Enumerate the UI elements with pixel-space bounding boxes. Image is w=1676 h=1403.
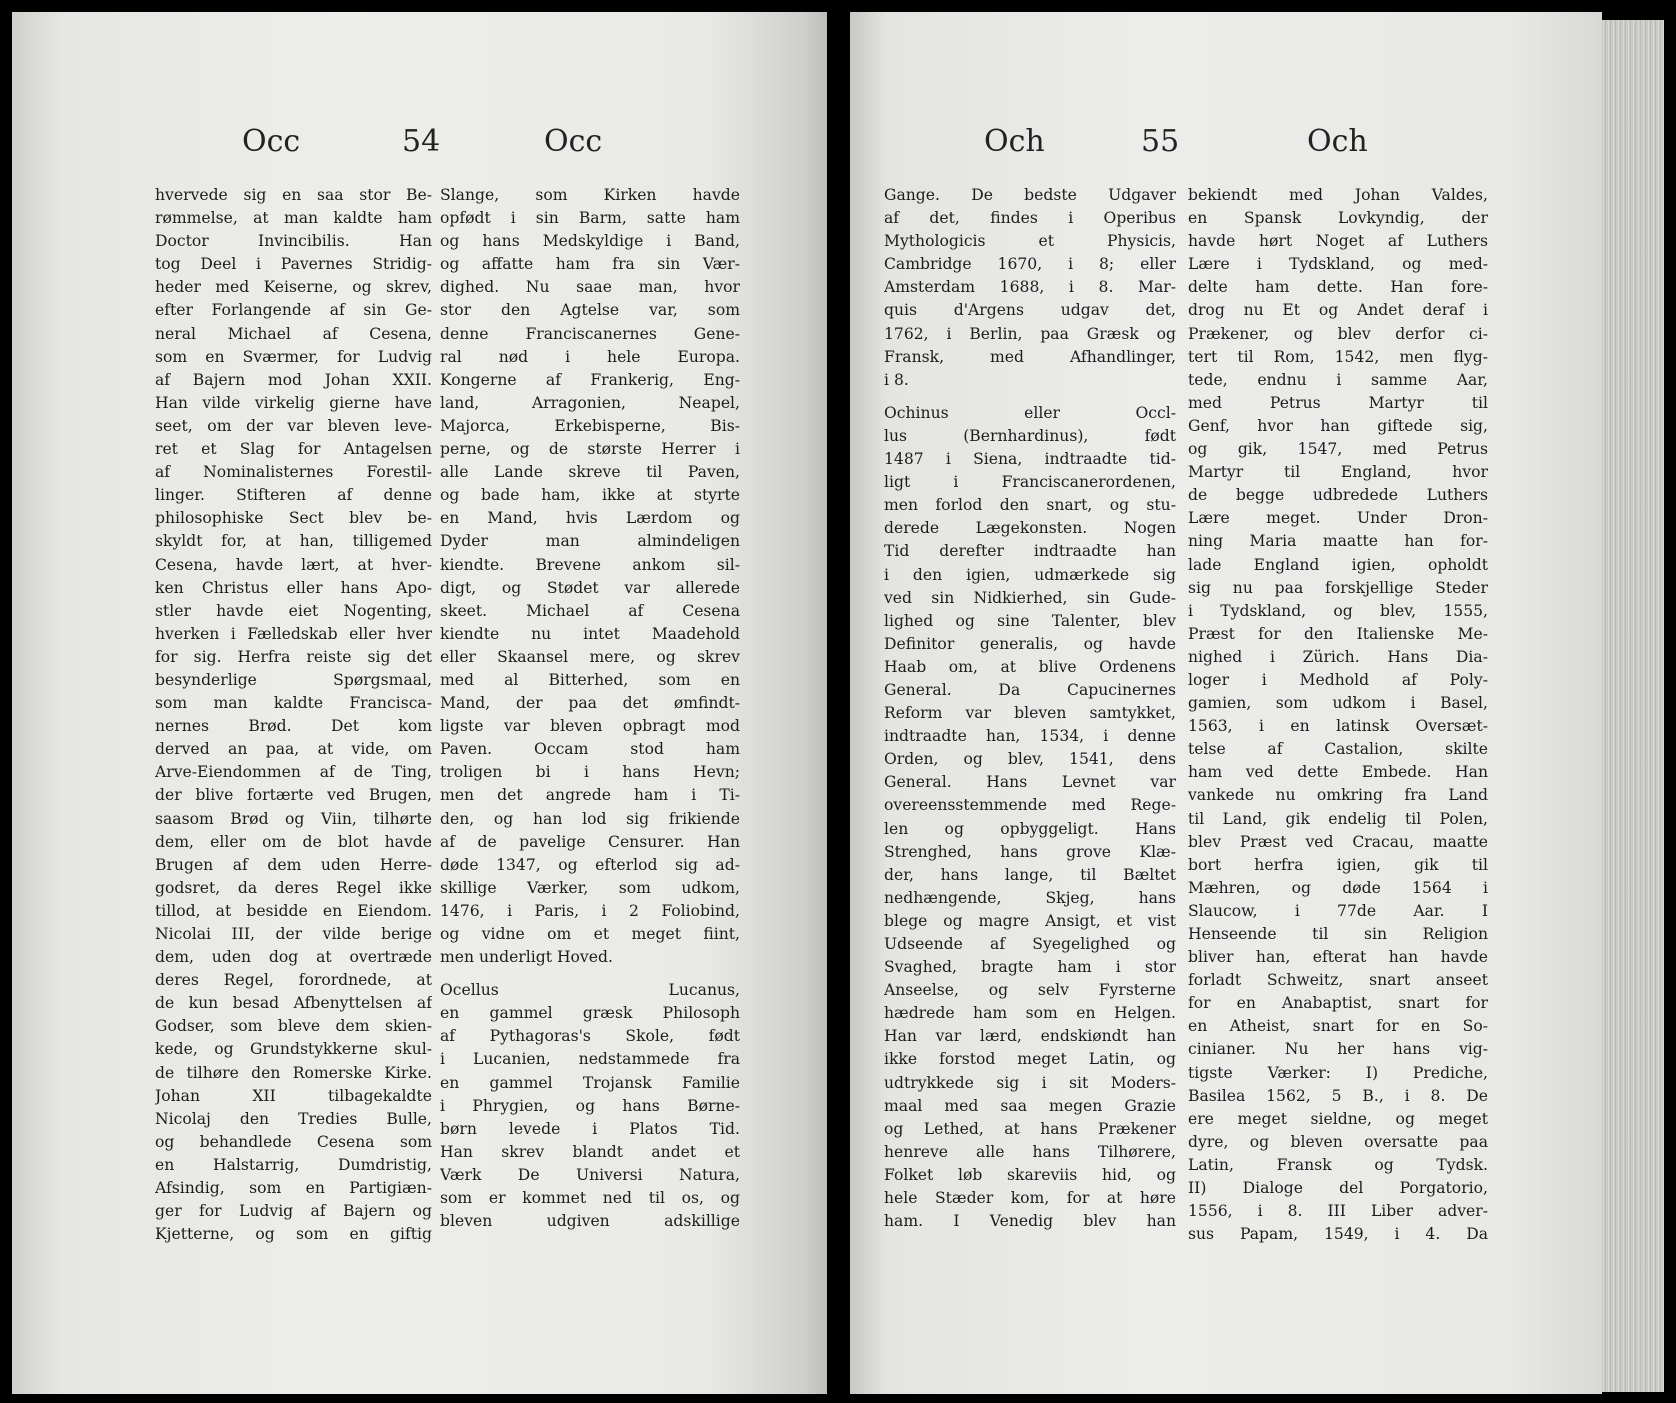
text-line: men underligt Hoved. [440,948,613,967]
text-line: en Mand, hvis Lærdom og [440,509,740,528]
text-line: saasom Brød og Viin, tilhørte [155,809,432,828]
paragraph-gap [440,969,740,979]
text-line: General. Da Capucinernes [884,680,1176,699]
text-line: dighed. Nu saae man, hvor [440,278,740,297]
text-line: eller Skaansel mere, og skrev [440,647,740,666]
text-line: for sig. Herfra reiste sig det [155,647,432,666]
text-line: tillod, at besidde en Eiendom. [155,901,432,920]
right-page [850,12,1602,1394]
text-line: Slaucow, i 77de Aar. I [1188,901,1488,920]
text-line: en Atheist, snart for en So- [1188,1017,1488,1036]
text-line: Præst for den Italienske Me- [1188,624,1488,643]
text-line: ger for Ludvig af Bajern og [155,1202,432,1221]
text-line: Slange, som Kirken havde [440,186,740,204]
text-line: Anseelse, og selv Fyrsterne [884,981,1176,1000]
text-line: Afsindig, som en Partigiæn- [155,1179,432,1198]
text-line: Tid derefter indtraadte han [884,542,1176,561]
text-line: alle Lande skreve til Paven, [440,463,740,482]
text-line: Ocellus Lucanus, [440,981,740,1000]
text-line: philosophiske Sect blev be- [155,509,432,528]
text-line: af det, findes i Operibus [884,209,1176,228]
text-line: 1487 i Siena, indtraadte tid- [884,450,1176,469]
text-line: linger. Stifteren af denne [155,486,432,505]
text-line: ham ved dette Embede. Han [1188,763,1488,782]
text-line: bliver han, efterat han havde [1188,948,1488,967]
text-line: deres Regel, forordnede, at [155,971,432,990]
text-line: hverken i Fælledskab eller hver [155,624,432,643]
text-line: vankede nu omkring fra Land [1188,786,1488,805]
text-line: Johan XII tilbagekaldte [155,1086,432,1105]
text-line: ere meget sieldne, og meget [1188,1109,1488,1128]
text-line: sig nu paa forskjellige Steder [1188,578,1488,597]
right-page-column-1 [884,184,1176,1233]
text-line: bort herfra igien, gik til [1188,855,1488,874]
left-page [12,12,827,1394]
text-line: heder med Keiserne, og skrev, [155,278,432,297]
text-line: Fransk, med Afhandlinger, [884,347,1176,366]
text-line: forladt Schweitz, snart anseet [1188,971,1488,990]
text-line: Henseende til sin Religion [1188,925,1488,943]
text-line: Latin, Fransk og Tydsk. [1188,1155,1488,1174]
text-line: Brugen af dem uden Herre- [155,855,432,874]
text-line: Dyder man almindeligen [440,532,740,551]
text-line: i Lucanien, nedstammede fra [440,1050,740,1069]
text-line: Paven. Occam stod ham [440,740,740,759]
text-line: havde hørt Noget af Luthers [1188,232,1488,251]
text-line: som er kommet ned til os, og [440,1189,740,1208]
text-line: Han var lærd, endskiøndt han [884,1027,1176,1046]
text-line: skillige Værker, som udkom, [440,878,740,897]
text-line: og behandlede Cesena som [155,1132,432,1151]
text-line: og vidne om et meget fiint, [440,925,740,943]
text-line: de tilhøre den Romerske Kirke. [155,1063,432,1082]
text-line: Orden, og blev, 1541, dens [884,750,1176,769]
text-line: Svaghed, bragte ham i stor [884,958,1176,977]
text-line: ret et Slag for Antagelsen [155,440,432,459]
text-line: en gammel græsk Philosoph [440,1004,740,1023]
text-line: kiendte. Brevene ankom sil- [440,555,740,574]
text-line: Arve-Eiendommen af de Ting, [155,763,432,782]
text-line: Reform var bleven samtykket, [884,704,1176,723]
text-line: quis d'Argens udgav det, [884,301,1176,320]
text-line: len og opbyggeligt. Hans [884,819,1176,838]
text-line: loger i Medhold af Poly- [1188,670,1488,689]
text-line: lighed og sine Talenter, blev [884,611,1176,630]
text-line: i 8. [884,370,909,389]
left-header-right-word: Occ [544,124,603,159]
text-line: Amsterdam 1688, i 8. Mar- [884,278,1176,297]
text-line: dyre, og bleven oversatte paa [1188,1132,1488,1151]
text-line: der blive fortærte ved Brugen, [155,786,432,805]
text-line: indtraadte han, 1534, i denne [884,727,1176,746]
text-line: i Phrygien, og hans Børne- [440,1096,740,1115]
text-line: kede, og Grundstykkerne skul- [155,1040,432,1059]
left-page-column-1 [155,184,432,1246]
text-line: Definitor generalis, og havde [884,634,1176,653]
text-line: af Pythagoras's Skole, født [440,1027,740,1046]
text-line: telse af Castalion, skilte [1188,740,1488,759]
text-line: en gammel Trojansk Familie [440,1073,740,1092]
text-line: hvervede sig en saa stor Be- [155,186,432,204]
right-page-number: 55 [1141,124,1180,159]
text-line: Godser, som bleve dem skien- [155,1017,432,1036]
text-line: skeet. Michael af Cesena [440,601,740,620]
left-page-number: 54 [402,124,441,159]
text-line: tigste Værker: I) Prediche, [1188,1063,1488,1082]
text-line: af de pavelige Censurer. Han [440,832,740,851]
text-line: cinianer. Nu her hans vig- [1188,1040,1488,1059]
right-header-left-word: Och [984,124,1045,159]
text-line: opfødt i sin Barm, satte ham [440,209,740,228]
text-line: Cesena, havde lært, at hver- [155,555,432,574]
text-line: Nicolai III, der vilde berige [155,925,432,943]
text-line: lus (Bernhardinus), født [884,426,1176,445]
text-line: Majorca, Erkebisperne, Bis- [440,416,740,435]
text-line: den, og han lod sig frikiende [440,809,740,828]
left-running-header [12,124,827,164]
left-page-column-2 [440,184,740,1233]
text-line: for en Anabaptist, snart for [1188,994,1488,1013]
text-line: Haab om, at blive Ordenens [884,657,1176,676]
text-line: Prækener, og blev derfor ci- [1188,324,1488,343]
text-line: henreve alle hans Tilhørere, [884,1142,1176,1161]
text-line: Kongerne af Frankerig, Eng- [440,370,740,389]
text-line: II) Dialoge del Porgatorio, [1188,1179,1488,1198]
text-line: ning Maria maatte han for- [1188,532,1488,551]
text-line: bekiendt med Johan Valdes, [1188,186,1488,204]
text-line: neral Michael af Cesena, [155,324,432,343]
text-line: som en Sværmer, for Ludvig [155,347,432,366]
text-line: ikke forstod meget Latin, og [884,1050,1176,1069]
text-line: 1476, i Paris, i 2 Foliobind, [440,901,740,920]
text-line: Mand, der paa det ømfindt- [440,694,740,713]
text-line: af Nominalisternes Forestil- [155,463,432,482]
text-line: og bade ham, ikke at styrte [440,486,740,505]
text-line: børn levede i Platos Tid. [440,1119,740,1138]
text-line: ken Christus eller hans Apo- [155,578,432,597]
text-line: troligen bi i hans Hevn; [440,763,740,782]
text-line: Strenghed, hans grove Klæ- [884,842,1176,861]
text-line: de kun besad Afbenyttelsen af [155,994,432,1013]
text-line: nedhængende, Skjeg, hans [884,888,1176,907]
text-line: i Tydskland, og blev, 1555, [1188,601,1488,620]
text-line: en Spansk Lovkyndig, der [1188,209,1488,228]
text-line: men det angrede ham i Ti- [440,786,740,805]
text-line: Kjetterne, og som en giftig [155,1225,432,1244]
text-line: digt, og Stødet var allerede [440,578,740,597]
paragraph-gap [884,392,1176,402]
text-line: hædrede ham som en Helgen. [884,1004,1176,1023]
text-line: dem, uden dog at overtræde [155,948,432,967]
text-line: 1563, i en latinsk Oversæt- [1188,717,1488,736]
text-line: nighed i Zürich. Hans Dia- [1188,647,1488,666]
text-line: bleven udgiven adskillige [440,1212,740,1231]
text-line: efter Forlangende af sin Ge- [155,301,432,320]
text-line: dem, eller om de blot havde [155,832,432,851]
right-running-header [850,124,1602,164]
text-line: i den igien, udmærkede sig [884,565,1176,584]
text-line: men forlod den snart, og stu- [884,496,1176,515]
text-line: Cambridge 1670, i 8; eller [884,255,1176,274]
text-line: Mythologicis et Physicis, [884,232,1176,251]
text-line: lade England igien, opholdt [1188,555,1488,574]
text-line: Mæhren, og døde 1564 i [1188,878,1488,897]
text-line: blege og magre Ansigt, et vist [884,911,1176,930]
text-line: Martyr til England, hvor [1188,463,1488,482]
text-line: perne, og de største Herrer i [440,440,740,459]
text-line: skyldt for, at han, tilligemed [155,532,432,551]
text-line: blev Præst ved Cracau, maatte [1188,832,1488,851]
text-line: 1556, i 8. III Liber adver- [1188,1202,1488,1221]
text-line: Basilea 1562, 5 B., i 8. De [1188,1086,1488,1105]
right-header-right-word: Och [1307,124,1368,159]
text-line: og Lethed, at hans Prækener [884,1119,1176,1138]
text-line: delte ham dette. Han fore- [1188,278,1488,297]
text-line: Udseende af Syegelighed og [884,935,1176,953]
text-line: General. Hans Levnet var [884,773,1176,792]
text-line: ved sin Nidkierhed, sin Gude- [884,588,1176,607]
text-line: maal med saa megen Grazie [884,1096,1176,1115]
text-line: Han skrev blandt andet et [440,1142,740,1161]
text-line: døde 1347, og efterlod sig ad- [440,855,740,874]
book-gutter [827,0,850,1403]
text-line: Gange. De bedste Udgaver [884,186,1176,204]
left-header-left-word: Occ [242,124,301,159]
text-line: Lære meget. Under Dron- [1188,509,1488,528]
text-line: tede, endnu i samme Aar, [1188,370,1488,389]
text-line: tog Deel i Pavernes Stridig- [155,255,432,274]
right-page-column-2 [1188,184,1488,1246]
text-line: rømmelse, at man kaldte ham [155,209,432,228]
text-line: besynderlige Spørgsmaal, [155,670,432,689]
text-line: sus Papam, 1549, i 4. Da [1188,1225,1488,1244]
text-line: drog nu Et og Andet deraf i [1188,301,1488,320]
text-line: godsret, da deres Regel ikke [155,878,432,897]
text-line: de begge udbredede Luthers [1188,486,1488,505]
text-line: og gik, 1547, med Petrus [1188,440,1488,459]
text-line: derved an paa, at vide, om [155,740,432,759]
text-line: og hans Medskyldige i Band, [440,232,740,251]
text-line: Lære i Tydskland, og med- [1188,255,1488,274]
text-line: stor den Agtelse var, som [440,301,740,320]
text-line: en Halstarrig, Dumdristig, [155,1155,432,1174]
text-line: 1762, i Berlin, paa Græsk og [884,324,1176,343]
text-line: land, Arragonien, Neapel, [440,393,740,412]
text-line: hele Stæder kom, for at høre [884,1189,1176,1208]
text-line: Nicolaj den Tredies Bulle, [155,1109,432,1128]
text-line: med Petrus Martyr til [1188,393,1488,412]
text-line: med al Bitterhed, som en [440,670,740,689]
text-line: til Land, gik endelig til Polen, [1188,809,1488,828]
text-line: ral nød i hele Europa. [440,347,740,366]
text-line: Genf, hvor han giftede sig, [1188,416,1488,435]
text-line: seet, om der var bleven leve- [155,416,432,435]
text-line: stler havde eiet Nogenting, [155,601,432,620]
text-line: derede Lægekonsten. Nogen [884,519,1176,538]
text-line: af Bajern mod Johan XXII. [155,370,432,389]
text-line: Han vilde virkelig gierne have [155,393,432,412]
text-line: Værk De Universi Natura, [440,1165,740,1184]
text-line: gamien, som udkom i Basel, [1188,694,1488,713]
text-line: ham. I Venedig blev han [884,1212,1176,1231]
text-line: der, hans lange, til Bæltet [884,865,1176,884]
text-line: og affatte ham fra sin Vær- [440,255,740,274]
text-line: nernes Brød. Det kom [155,717,432,736]
text-line: ligste var bleven opbragt mod [440,717,740,736]
text-line: overeensstemmende med Rege- [884,796,1176,815]
page-edge-stack [1602,20,1664,1392]
text-line: udtrykkede sig i sit Moders- [884,1073,1176,1092]
text-line: kiendte nu intet Maadehold [440,624,740,643]
text-line: Folket løb skareviis hid, og [884,1165,1176,1184]
text-line: ligt i Franciscanerordenen, [884,473,1176,492]
text-line: Doctor Invincibilis. Han [155,232,432,251]
text-line: Ochinus eller Occl- [884,403,1176,422]
text-line: denne Franciscanernes Gene- [440,324,740,343]
text-line: tert til Rom, 1542, men flyg- [1188,347,1488,366]
text-line: som man kaldte Francisca- [155,694,432,713]
